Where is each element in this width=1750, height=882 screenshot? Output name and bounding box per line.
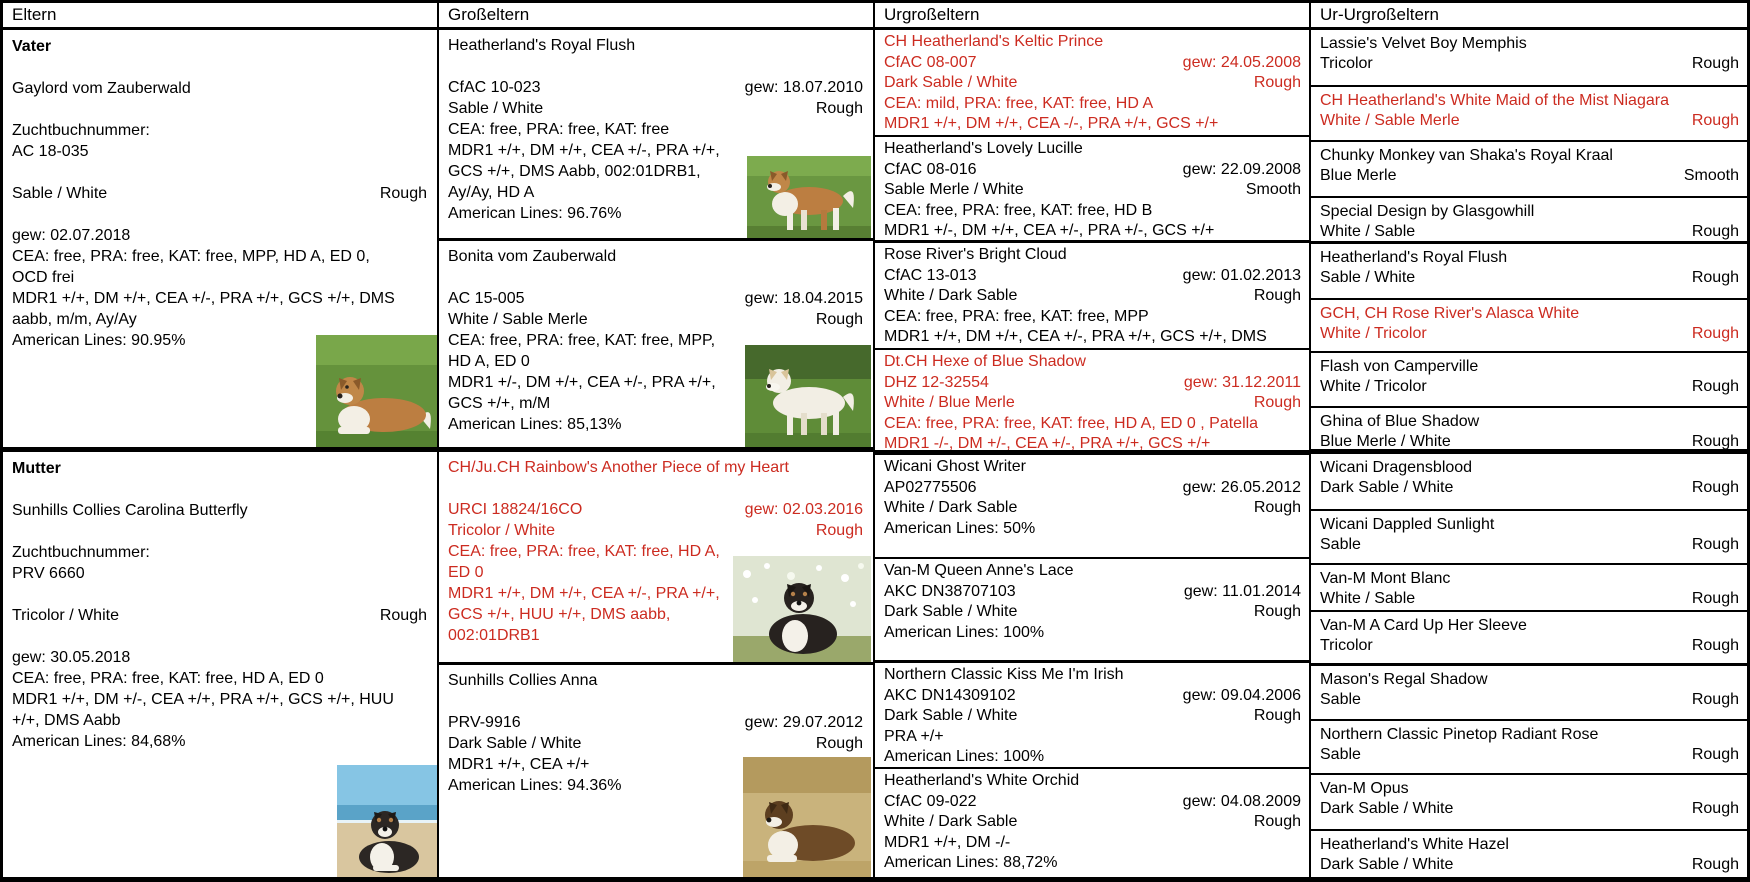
- registration-number: AP02775506: [884, 478, 977, 496]
- dog-name: Heatherland's Royal Flush: [448, 37, 636, 54]
- column-ur-urgrosseltern: [1311, 30, 1747, 877]
- dog-name: Gaylord vom Zauberwald: [12, 80, 191, 97]
- coat-type: Rough: [1691, 223, 1739, 240]
- birth-date: gew: 31.12.2011: [1183, 373, 1301, 391]
- dog-color: Sable Merle / White: [884, 181, 1024, 198]
- coat-type: Rough: [1691, 590, 1739, 607]
- dog-name: GCH, CH Rose River's Alasca White: [1320, 305, 1580, 322]
- coat-type: Rough: [1691, 746, 1739, 763]
- dog-name: Van-M Opus: [1320, 780, 1409, 797]
- registration-number: AKC DN38707103: [884, 582, 1016, 600]
- great-grandparent-cell: [875, 137, 1309, 243]
- gg-grandparent-cell: [1311, 87, 1747, 142]
- column-urgrosseltern: [875, 30, 1311, 877]
- health-details: CEA: free, PRA: free, KAT: free, HD A, ED 0 MDR1 +/+, DM +/-, CEA +/+, PRA +/+, GCS +/+, HUU +/+, DMS Aabb American Lines: 84,68%: [12, 670, 394, 750]
- coat-type: Rough: [1253, 707, 1301, 724]
- coat-type: Rough: [815, 522, 863, 539]
- dog-name: Van-M Mont Blanc: [1320, 570, 1451, 587]
- birth-date: gew: 02.07.2018: [12, 227, 131, 244]
- parent-role-label: Mutter: [12, 460, 61, 477]
- birth-date: gew: 26.05.2012: [1182, 478, 1301, 496]
- dog-color: Sable / White: [12, 185, 108, 202]
- grandparent-cell: [439, 241, 873, 452]
- birth-date: gew: 18.04.2015: [744, 290, 863, 307]
- dog-name: Wicani Ghost Writer: [884, 458, 1026, 475]
- health-details: MDR1 +/+, DM -/- American Lines: 88,72%: [884, 833, 1058, 871]
- gaylord-dog-photo: [316, 335, 437, 447]
- coat-type: Rough: [1691, 856, 1739, 873]
- great-grandparent-cell: [875, 243, 1309, 350]
- dog-name: Dt.CH Hexe of Blue Shadow: [884, 353, 1086, 370]
- grandparent-cell: [439, 665, 873, 877]
- coat-type: Rough: [379, 185, 427, 202]
- dog-name: Wicani Dragensblood: [1320, 459, 1473, 476]
- birth-date: gew: 29.07.2012: [744, 714, 863, 731]
- coat-type: Rough: [1691, 479, 1739, 496]
- anna-dog-photo: [743, 757, 871, 877]
- coat-type: Rough: [1691, 325, 1739, 342]
- studbook-label: Zuchtbuchnummer:: [12, 122, 150, 139]
- dog-name: Northern Classic Pinetop Radiant Rose: [1320, 726, 1599, 743]
- dog-color: White / Dark Sable: [884, 287, 1018, 304]
- dog-color: White / Dark Sable: [884, 499, 1018, 516]
- dog-name: Rose River's Bright Cloud: [884, 246, 1067, 263]
- dog-name: Heatherland's Royal Flush: [1320, 249, 1508, 266]
- dog-name: Heatherland's White Orchid: [884, 772, 1080, 789]
- grandparent-cell: [439, 30, 873, 241]
- great-grandparent-cell: [875, 455, 1309, 559]
- dog-name: Van-M Queen Anne's Lace: [884, 562, 1074, 579]
- registration-number: CfAC 13-013: [884, 266, 977, 284]
- registration-number: URCI 18824/16CO: [448, 501, 583, 518]
- coat-type: Rough: [1691, 800, 1739, 817]
- great-grandparent-cell: [875, 30, 1309, 137]
- gg-grandparent-cell: [1311, 565, 1747, 612]
- dog-color: White / Sable Merle: [448, 311, 588, 328]
- dog-name: CH Heatherland's Keltic Prince: [884, 33, 1104, 50]
- health-details: CEA: free, PRA: free, KAT: free, MPP, HD A, ED 0 MDR1 +/-, DM +/+, CEA +/-, PRA +/+, GCS +/+, m/M American Lines: 85,13%: [448, 332, 716, 433]
- health-details: PRA +/+ American Lines: 100%: [884, 727, 1045, 765]
- coat-type: Smooth: [1245, 181, 1301, 198]
- pedigree-body: [3, 30, 1747, 877]
- coat-type: Rough: [1691, 691, 1739, 708]
- generation-header-row: [3, 3, 1747, 30]
- gg-grandparent-cell: [1311, 721, 1747, 775]
- health-details: CEA: free, PRA: free, KAT: free, MPP, HD A, ED 0, OCD frei MDR1 +/+, DM +/+, CEA +/-, PRA +/+, GCS +/+, DMS aabb, m/m, Ay/Ay American Lines: 90.95%: [12, 248, 395, 349]
- studbook-label: Zuchtbuchnummer:: [12, 544, 150, 561]
- bonita-dog-photo: [745, 345, 871, 447]
- mother-cell: [3, 452, 437, 877]
- great-grandparent-cell: [875, 559, 1309, 663]
- health-details: CEA: free, PRA: free, KAT: free, HD A, ED 0 , Patella MDR1 -/-, DM +/-, CEA +/-, PRA +/+, GCS +/+: [884, 414, 1259, 452]
- dog-color: Dark Sable / White: [884, 603, 1018, 620]
- great-grandparent-cell: [875, 769, 1309, 877]
- registration-number: CfAC 09-022: [884, 792, 977, 810]
- dog-color: Sable / White: [1320, 269, 1416, 286]
- dog-name: Heatherland's Lovely Lucille: [884, 140, 1083, 157]
- dog-color: White / Tricolor: [1320, 378, 1427, 395]
- dog-color: Sable: [1320, 691, 1361, 708]
- coat-type: Rough: [379, 607, 427, 624]
- gg-grandparent-cell: [1311, 198, 1747, 244]
- registration-number: DHZ 12-32554: [884, 373, 989, 391]
- registration-number: PRV-9916: [448, 714, 521, 731]
- dog-color: White / Sable: [1320, 590, 1416, 607]
- dog-name: Ghina of Blue Shadow: [1320, 413, 1480, 430]
- birth-date: gew: 01.02.2013: [1182, 266, 1301, 284]
- birth-date: gew: 30.05.2018: [12, 649, 131, 666]
- dog-color: Blue Merle / White: [1320, 433, 1451, 450]
- health-details: MDR1 +/+, CEA +/+ American Lines: 94.36%: [448, 756, 622, 794]
- dog-name: Wicani Dappled Sunlight: [1320, 516, 1495, 533]
- header-grosseltern: Großeltern: [439, 3, 875, 30]
- column-eltern: [3, 30, 439, 877]
- coat-type: Rough: [1691, 112, 1739, 129]
- gg-grandparent-cell: [1311, 666, 1747, 721]
- coat-type: Smooth: [1683, 167, 1739, 184]
- health-details: American Lines: 100%: [884, 623, 1045, 641]
- health-details: CEA: free, PRA: free, KAT: free MDR1 +/+, DM +/+, CEA +/-, PRA +/+, GCS +/+, DMS Aabb, 002:01DRB1, Ay/Ay, HD A American Lines: 96.76%: [448, 121, 720, 222]
- dog-name: CH Heatherland's White Maid of the Mist Niagara: [1320, 92, 1669, 109]
- dog-color: White / Tricolor: [1320, 325, 1427, 342]
- father-cell: [3, 30, 437, 452]
- gg-grandparent-cell: [1311, 142, 1747, 198]
- registration-number: CfAC 10-023: [448, 79, 541, 96]
- dog-name: CH/Ju.CH Rainbow's Another Piece of my Heart: [448, 459, 789, 476]
- coat-type: Rough: [815, 735, 863, 752]
- dog-color: Dark Sable / White: [884, 74, 1018, 91]
- birth-date: gew: 09.04.2006: [1182, 686, 1301, 704]
- gg-grandparent-cell: [1311, 831, 1747, 877]
- dog-color: Dark Sable / White: [448, 735, 582, 752]
- dog-name: Heatherland's White Hazel: [1320, 836, 1509, 853]
- studbook-number: AC 18-035: [12, 143, 89, 160]
- gg-grandparent-cell: [1311, 300, 1747, 353]
- health-details: American Lines: 50%: [884, 519, 1036, 537]
- carolina-dog-photo: [337, 765, 437, 877]
- dog-color: Sable: [1320, 536, 1361, 553]
- dog-name: Bonita vom Zauberwald: [448, 248, 617, 265]
- dog-name: Lassie's Velvet Boy Memphis: [1320, 35, 1527, 52]
- parent-role-label: Vater: [12, 38, 52, 55]
- health-details: CEA: free, PRA: free, KAT: free, HD A, ED 0 MDR1 +/+, DM +/+, CEA +/-, PRA +/+, GCS +/+, HUU +/+, DMS aabb, 002:01DRB1: [448, 543, 720, 644]
- dog-color: Sable: [1320, 746, 1361, 763]
- coat-type: Rough: [1691, 637, 1739, 654]
- dog-color: Dark Sable / White: [1320, 800, 1454, 817]
- gg-grandparent-cell: [1311, 408, 1747, 454]
- dog-name: Special Design by Glasgowhill: [1320, 203, 1535, 220]
- registration-number: AKC DN14309102: [884, 686, 1016, 704]
- birth-date: gew: 24.05.2008: [1182, 53, 1301, 71]
- dog-color: Tricolor / White: [12, 607, 119, 624]
- great-grandparent-cell: [875, 350, 1309, 455]
- coat-type: Rough: [815, 100, 863, 117]
- dog-color: White / Blue Merle: [884, 394, 1015, 411]
- studbook-number: PRV 6660: [12, 565, 85, 582]
- royal-flush-dog-photo: [747, 156, 871, 238]
- birth-date: gew: 02.03.2016: [744, 501, 863, 518]
- dog-name: Flash von Camperville: [1320, 358, 1479, 375]
- birth-date: gew: 18.07.2010: [744, 79, 863, 96]
- coat-type: Rough: [1691, 269, 1739, 286]
- gg-grandparent-cell: [1311, 454, 1747, 511]
- health-details: CEA: free, PRA: free, KAT: free, HD B MDR1 +/-, DM +/+, CEA +/-, PRA +/-, GCS +/+: [884, 201, 1215, 239]
- gg-grandparent-cell: [1311, 612, 1747, 666]
- gg-grandparent-cell: [1311, 30, 1747, 87]
- gg-grandparent-cell: [1311, 511, 1747, 565]
- coat-type: Rough: [1691, 433, 1739, 450]
- header-ur-urgrosseltern: Ur-Urgroßeltern: [1311, 3, 1747, 30]
- coat-type: Rough: [1253, 603, 1301, 620]
- header-eltern: Eltern: [3, 3, 439, 30]
- great-grandparent-cell: [875, 663, 1309, 769]
- grandparent-cell: [439, 452, 873, 665]
- gg-grandparent-cell: [1311, 775, 1747, 831]
- gg-grandparent-cell: [1311, 244, 1747, 300]
- dog-color: White / Sable: [1320, 223, 1416, 240]
- coat-type: Rough: [815, 311, 863, 328]
- registration-number: CfAC 08-016: [884, 160, 977, 178]
- health-details: CEA: mild, PRA: free, KAT: free, HD A MDR1 +/+, DM +/+, CEA -/-, PRA +/+, GCS +/+: [884, 94, 1219, 132]
- dog-color: Sable / White: [448, 100, 544, 117]
- dog-color: White / Sable Merle: [1320, 112, 1460, 129]
- dog-color: Tricolor / White: [448, 522, 555, 539]
- rainbow-dog-photo: [733, 556, 871, 662]
- dog-color: Tricolor: [1320, 55, 1373, 72]
- dog-name: Mason's Regal Shadow: [1320, 671, 1488, 688]
- registration-number: AC 15-005: [448, 290, 525, 307]
- dog-color: Dark Sable / White: [1320, 856, 1454, 873]
- registration-number: CfAC 08-007: [884, 53, 977, 71]
- dog-name: Northern Classic Kiss Me I'm Irish: [884, 666, 1124, 683]
- coat-type: Rough: [1253, 287, 1301, 304]
- dog-color: Dark Sable / White: [1320, 479, 1454, 496]
- coat-type: Rough: [1691, 378, 1739, 395]
- dog-name: Sunhills Collies Carolina Butterfly: [12, 502, 248, 519]
- coat-type: Rough: [1253, 74, 1301, 91]
- dog-color: Tricolor: [1320, 637, 1373, 654]
- dog-color: Dark Sable / White: [884, 707, 1018, 724]
- birth-date: gew: 04.08.2009: [1182, 792, 1301, 810]
- dog-color: Blue Merle: [1320, 167, 1397, 184]
- dog-name: Chunky Monkey van Shaka's Royal Kraal: [1320, 147, 1613, 164]
- coat-type: Rough: [1691, 536, 1739, 553]
- coat-type: Rough: [1253, 813, 1301, 830]
- health-details: CEA: free, PRA: free, KAT: free, MPP MDR1 +/+, DM +/+, CEA +/-, PRA +/+, GCS +/+, DMS: [884, 307, 1267, 345]
- coat-type: Rough: [1691, 55, 1739, 72]
- column-grosseltern: [439, 30, 875, 877]
- coat-type: Rough: [1253, 394, 1301, 411]
- coat-type: Rough: [1253, 499, 1301, 516]
- gg-grandparent-cell: [1311, 353, 1747, 408]
- birth-date: gew: 22.09.2008: [1182, 160, 1301, 178]
- dog-name: Van-M A Card Up Her Sleeve: [1320, 617, 1527, 634]
- dog-name: Sunhills Collies Anna: [448, 672, 598, 689]
- dog-color: White / Dark Sable: [884, 813, 1018, 830]
- birth-date: gew: 11.01.2014: [1183, 582, 1301, 600]
- header-urgrosseltern: Urgroßeltern: [875, 3, 1311, 30]
